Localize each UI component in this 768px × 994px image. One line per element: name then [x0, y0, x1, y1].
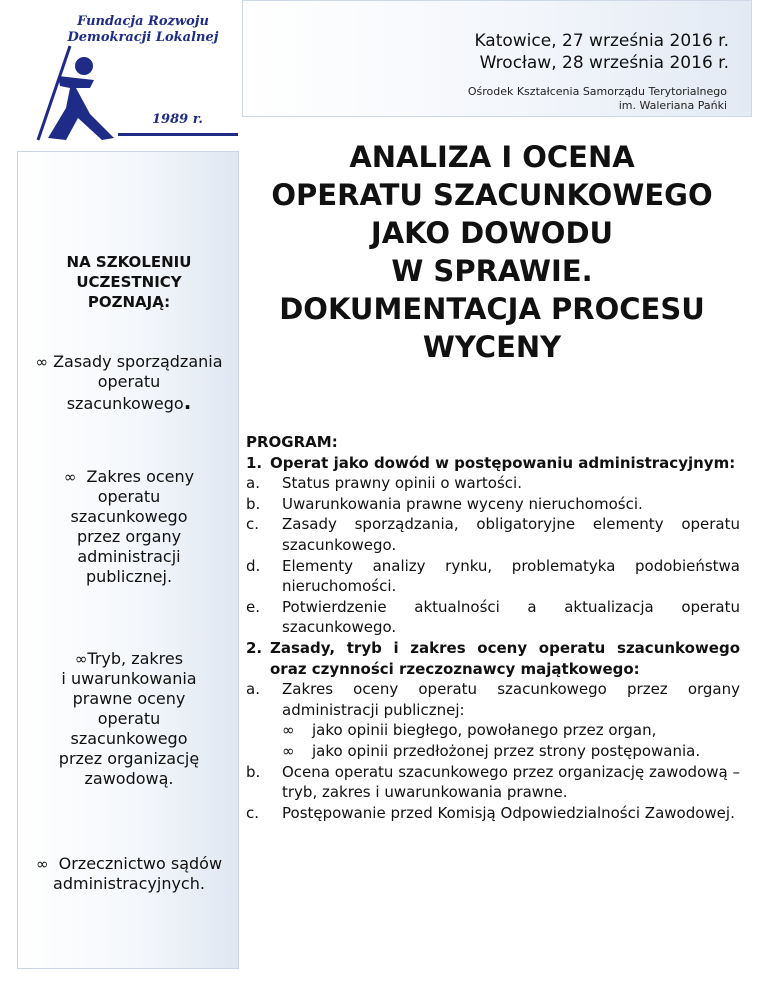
- program-bullet: ∞ jako opinii biegłego, powołanego przez organ,: [282, 721, 657, 740]
- program-item: d. Elementy analizy rynku, problematyka podobieństwa nieruchomości.: [246, 556, 740, 596]
- infinity-bullet-icon: ∞: [35, 353, 48, 371]
- institution-patron: im. Waleriana Pańki: [618, 99, 727, 112]
- learning-outcomes-sidebar: [17, 151, 239, 969]
- logo-rule: [118, 133, 238, 136]
- program-item: a. Zakres oceny operatu szacunkowego przez organy administracji publicznej: ∞ jako opinii biegłego, powołanego przez organ, ∞ jako opinii przedłożonej przez strony postępowania.: [246, 680, 740, 760]
- program-section: [246, 432, 740, 823]
- sidebar-item: ∞ Orzecznictwo sądów administracyjnych.: [35, 854, 223, 893]
- infinity-bullet-icon: ∞: [35, 855, 49, 873]
- program-item: c. Zasady sporządzania, obligatoryjne elementy operatu szacunkowego.: [246, 515, 740, 554]
- document-title: ANALIZA I OCENA OPERATU SZACUNKOWEGO JAKO DOWODU W SPRAWIE. DOKUMENTACJA PROCESU WYCENY: [271, 140, 713, 364]
- program-item: b. Uwarunkowania prawne wyceny nieruchomości.: [246, 494, 643, 513]
- event-date-wroclaw: Wrocław, 28 września 2016 r.: [479, 53, 729, 73]
- infinity-bullet-icon: ∞: [63, 468, 77, 486]
- infinity-bullet-icon: ∞: [74, 650, 88, 668]
- event-header: [242, 0, 752, 117]
- program-item: e. Potwierdzenie aktualności a aktualizacja operatu szacunkowego.: [246, 597, 740, 637]
- infinity-bullet-icon: ∞: [282, 721, 295, 740]
- person-figure-icon: [30, 44, 125, 144]
- event-date-katowice: Katowice, 27 września 2016 r.: [474, 31, 729, 51]
- program-item: b. Ocena operatu szacunkowego przez organizację zawodową – tryb, zakres i uwarunkowania prawne.: [246, 762, 740, 802]
- logo-org-name: Fundacja Rozwoju Demokracji Lokalnej: [67, 14, 219, 45]
- sidebar-item: ∞ Zasady sporządzania operatu szacunkowego.: [35, 352, 223, 414]
- program-section-heading: 1. Operat jako dowód w postępowaniu administracyjnym:: [246, 453, 736, 472]
- sidebar-item: ∞ Zakres oceny operatu szacunkowego przez organy administracji publicznej.: [63, 467, 195, 586]
- logo-year: 1989 r.: [152, 112, 203, 127]
- program-item: c. Postępowanie przed Komisją Odpowiedzialności Zawodowej.: [246, 803, 735, 822]
- foundation-logo: [0, 0, 240, 140]
- sidebar-heading: NA SZKOLENIU UCZESTNICY POZNAJĄ:: [66, 253, 192, 311]
- program-item: a. Status prawny opinii o wartości.: [246, 474, 522, 493]
- program-section-heading: 2. Zasady, tryb i zakres oceny operatu szacunkowego oraz czynności rzeczoznawcy majątkowego:: [246, 638, 740, 678]
- sidebar-item: ∞Tryb, zakres i uwarunkowania prawne oceny operatu szacunkowego przez organizację zawodową.: [58, 649, 200, 788]
- program-bullet: ∞ jako opinii przedłożonej przez strony postępowania.: [282, 741, 701, 760]
- institution-name: Ośrodek Kształcenia Samorządu Terytorialnego: [467, 85, 727, 98]
- program-heading: PROGRAM:: [246, 433, 338, 451]
- infinity-bullet-icon: ∞: [282, 741, 295, 760]
